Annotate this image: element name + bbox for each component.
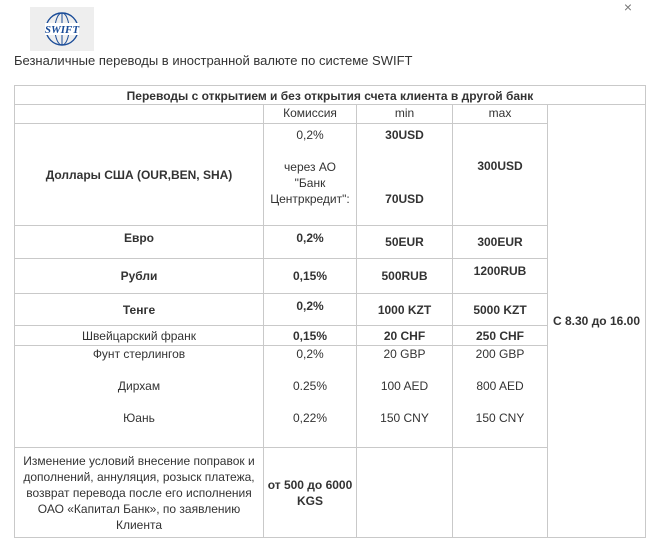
- amendment-min-empty: [357, 448, 453, 538]
- header-empty: [15, 105, 264, 124]
- currency-rub: Рубли: [15, 259, 264, 294]
- amendment-line-4: ОАО «Капитал Банк», по заявлению: [37, 501, 241, 516]
- gbp-max: 200 GBP: [475, 347, 525, 361]
- usd-min-2: 70USD: [385, 192, 424, 206]
- kzt-commission: 0,2%: [264, 294, 357, 326]
- usd-via-1: через АО: [284, 160, 336, 174]
- rub-max: 1200RUB: [453, 259, 548, 294]
- amendment-line-5: Клиента: [115, 517, 163, 532]
- cny-max: 150 CNY: [475, 411, 525, 425]
- usd-max-cell: [453, 124, 548, 226]
- amendment-fee-2: KGS: [296, 493, 323, 508]
- usd-commission-cell: [264, 124, 357, 226]
- others-commission-cell: [264, 346, 357, 448]
- cny-commission: 0,22%: [292, 411, 328, 425]
- swift-logo-icon: [43, 10, 81, 48]
- cny-min: 150 CNY: [380, 411, 429, 425]
- swift-logo-text: SWIFT: [44, 24, 80, 36]
- chf-min: 20 CHF: [357, 326, 453, 346]
- currency-gbp: Фунт стерлингов: [92, 347, 186, 361]
- amendment-fee-cell: [264, 448, 357, 538]
- table-title: Переводы с открытием и без открытия счета клиента в другой банк: [15, 86, 646, 105]
- usd-commission: 0,2%: [296, 128, 324, 142]
- aed-max: 800 AED: [476, 379, 524, 393]
- close-icon[interactable]: ×: [623, 0, 633, 15]
- header-commission: Комиссия: [264, 105, 357, 124]
- gbp-min: 20 GBP: [383, 347, 426, 361]
- amendment-line-3: возврат перевода после его исполнения: [26, 485, 252, 500]
- amendment-line-2: дополнений, аннуляция, розыск платежа,: [23, 469, 255, 484]
- currency-eur: Евро: [15, 226, 264, 259]
- currency-aed: Дирхам: [117, 379, 161, 393]
- others-min-cell: [357, 346, 453, 448]
- currency-others-cell: [15, 346, 264, 448]
- chf-max: 250 CHF: [453, 326, 548, 346]
- kzt-max: 5000 KZT: [453, 294, 548, 326]
- usd-min-cell: [357, 124, 453, 226]
- currency-chf: Швейцарский франк: [15, 326, 264, 346]
- gbp-commission: 0,2%: [296, 347, 324, 361]
- currency-cny: Юань: [123, 411, 155, 425]
- rates-table: [14, 85, 646, 538]
- usd-max: 300USD: [477, 159, 523, 173]
- table-header-row: [15, 105, 646, 124]
- kzt-min: 1000 KZT: [357, 294, 453, 326]
- page-subtitle: Безналичные переводы в иностранной валюте по системе SWIFT: [14, 53, 413, 68]
- eur-min: 50EUR: [357, 226, 453, 259]
- swift-logo: [30, 7, 94, 51]
- header-max: max: [453, 105, 548, 124]
- rub-commission: 0,15%: [264, 259, 357, 294]
- aed-commission: 0.25%: [292, 379, 328, 393]
- table-title-row: [15, 86, 646, 105]
- usd-via-3: Центркредит":: [270, 192, 350, 206]
- usd-via-2: "Банк: [294, 176, 326, 190]
- eur-max: 300EUR: [453, 226, 548, 259]
- amendment-fee-1: от 500 до 6000: [267, 477, 353, 492]
- header-min: min: [357, 105, 453, 124]
- aed-min: 100 AED: [380, 379, 429, 393]
- amendment-service-cell: [15, 448, 264, 538]
- currency-usd: Доллары США (OUR,BEN, SHA): [15, 124, 264, 226]
- eur-commission: 0,2%: [264, 226, 357, 259]
- working-hours: С 8.30 до 16.00: [548, 105, 646, 538]
- rub-min: 500RUB: [357, 259, 453, 294]
- amendment-line-1: Изменение условий внесение поправок и: [23, 453, 255, 468]
- usd-min-1: 30USD: [385, 128, 424, 142]
- chf-commission: 0,15%: [264, 326, 357, 346]
- others-max-cell: [453, 346, 548, 448]
- currency-kzt: Тенге: [15, 294, 264, 326]
- amendment-max-empty: [453, 448, 548, 538]
